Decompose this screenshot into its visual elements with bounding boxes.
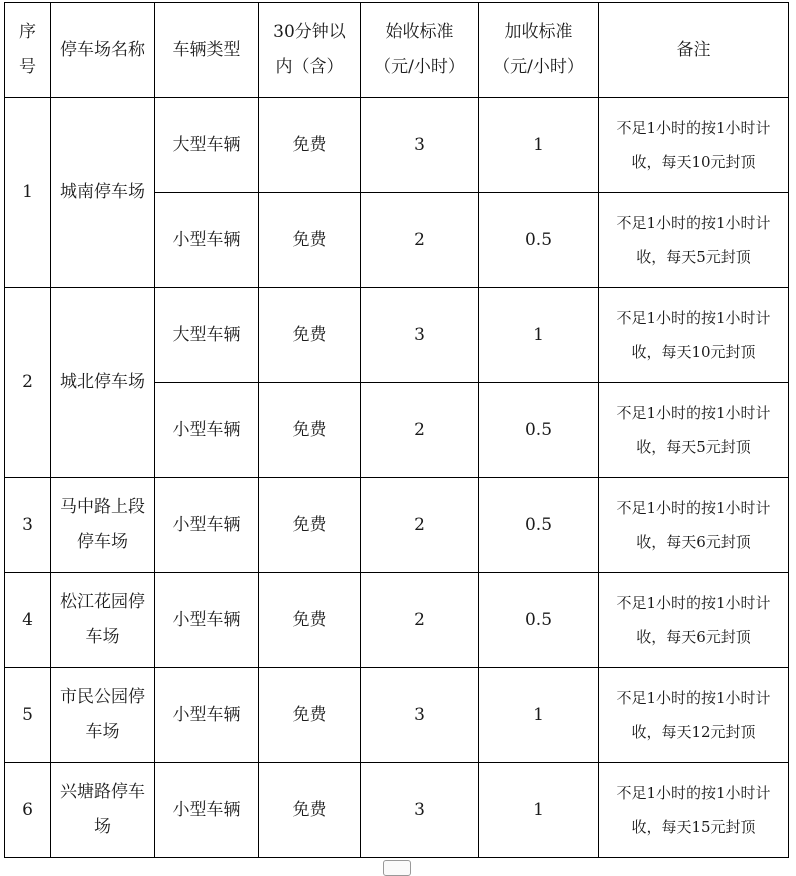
cell-no: 3 xyxy=(5,478,51,573)
table-row xyxy=(5,763,789,858)
table-row xyxy=(5,288,789,383)
parking-fee-table xyxy=(4,2,789,858)
cell-vehicle-type: 小型车辆 xyxy=(155,193,259,288)
cell-free-period: 免费 xyxy=(259,763,361,858)
cell-free-period: 免费 xyxy=(259,573,361,668)
header-no: 序号 xyxy=(5,3,51,98)
cell-remark: 不足1小时的按1小时计收，每天10元封顶 xyxy=(599,98,789,193)
cell-extra-rate: 0.5 xyxy=(479,573,599,668)
table-header-row xyxy=(5,3,789,98)
cell-lot-name: 城南停车场 xyxy=(51,98,155,288)
cell-start-rate: 2 xyxy=(361,193,479,288)
page-handle[interactable] xyxy=(383,860,411,876)
cell-extra-rate: 1 xyxy=(479,668,599,763)
cell-start-rate: 2 xyxy=(361,573,479,668)
cell-start-rate: 3 xyxy=(361,668,479,763)
cell-vehicle-type: 小型车辆 xyxy=(155,573,259,668)
table-row xyxy=(5,573,789,668)
table-row xyxy=(5,98,789,193)
cell-remark: 不足1小时的按1小时计收，每天10元封顶 xyxy=(599,288,789,383)
cell-extra-rate: 0.5 xyxy=(479,193,599,288)
cell-free-period: 免费 xyxy=(259,383,361,478)
cell-remark: 不足1小时的按1小时计收，每天15元封顶 xyxy=(599,763,789,858)
cell-start-rate: 2 xyxy=(361,383,479,478)
header-vehicle-type: 车辆类型 xyxy=(155,3,259,98)
table-row xyxy=(5,668,789,763)
cell-free-period: 免费 xyxy=(259,98,361,193)
header-extra-rate: 加收标准（元/小时） xyxy=(479,3,599,98)
header-remark: 备注 xyxy=(599,3,789,98)
cell-extra-rate: 0.5 xyxy=(479,383,599,478)
cell-no: 4 xyxy=(5,573,51,668)
cell-vehicle-type: 小型车辆 xyxy=(155,763,259,858)
cell-extra-rate: 1 xyxy=(479,98,599,193)
header-free-period: 30分钟以内（含） xyxy=(259,3,361,98)
cell-vehicle-type: 小型车辆 xyxy=(155,478,259,573)
cell-remark: 不足1小时的按1小时计收，每天6元封顶 xyxy=(599,573,789,668)
cell-vehicle-type: 大型车辆 xyxy=(155,98,259,193)
cell-start-rate: 3 xyxy=(361,98,479,193)
cell-no: 6 xyxy=(5,763,51,858)
cell-remark: 不足1小时的按1小时计收，每天5元封顶 xyxy=(599,383,789,478)
cell-extra-rate: 1 xyxy=(479,288,599,383)
cell-free-period: 免费 xyxy=(259,478,361,573)
cell-remark: 不足1小时的按1小时计收，每天12元封顶 xyxy=(599,668,789,763)
cell-no: 5 xyxy=(5,668,51,763)
cell-extra-rate: 0.5 xyxy=(479,478,599,573)
cell-start-rate: 2 xyxy=(361,478,479,573)
cell-free-period: 免费 xyxy=(259,288,361,383)
cell-vehicle-type: 小型车辆 xyxy=(155,668,259,763)
cell-lot-name: 城北停车场 xyxy=(51,288,155,478)
cell-start-rate: 3 xyxy=(361,763,479,858)
cell-remark: 不足1小时的按1小时计收，每天6元封顶 xyxy=(599,478,789,573)
header-start-rate: 始收标准（元/小时） xyxy=(361,3,479,98)
cell-extra-rate: 1 xyxy=(479,763,599,858)
cell-lot-name: 马中路上段停车场 xyxy=(51,478,155,573)
cell-vehicle-type: 小型车辆 xyxy=(155,383,259,478)
cell-no: 1 xyxy=(5,98,51,288)
cell-vehicle-type: 大型车辆 xyxy=(155,288,259,383)
cell-lot-name: 松江花园停车场 xyxy=(51,573,155,668)
cell-lot-name: 市民公园停车场 xyxy=(51,668,155,763)
cell-start-rate: 3 xyxy=(361,288,479,383)
cell-free-period: 免费 xyxy=(259,668,361,763)
table-row xyxy=(5,478,789,573)
cell-no: 2 xyxy=(5,288,51,478)
cell-lot-name: 兴塘路停车场 xyxy=(51,763,155,858)
cell-free-period: 免费 xyxy=(259,193,361,288)
header-lot-name: 停车场名称 xyxy=(51,3,155,98)
cell-remark: 不足1小时的按1小时计收，每天5元封顶 xyxy=(599,193,789,288)
